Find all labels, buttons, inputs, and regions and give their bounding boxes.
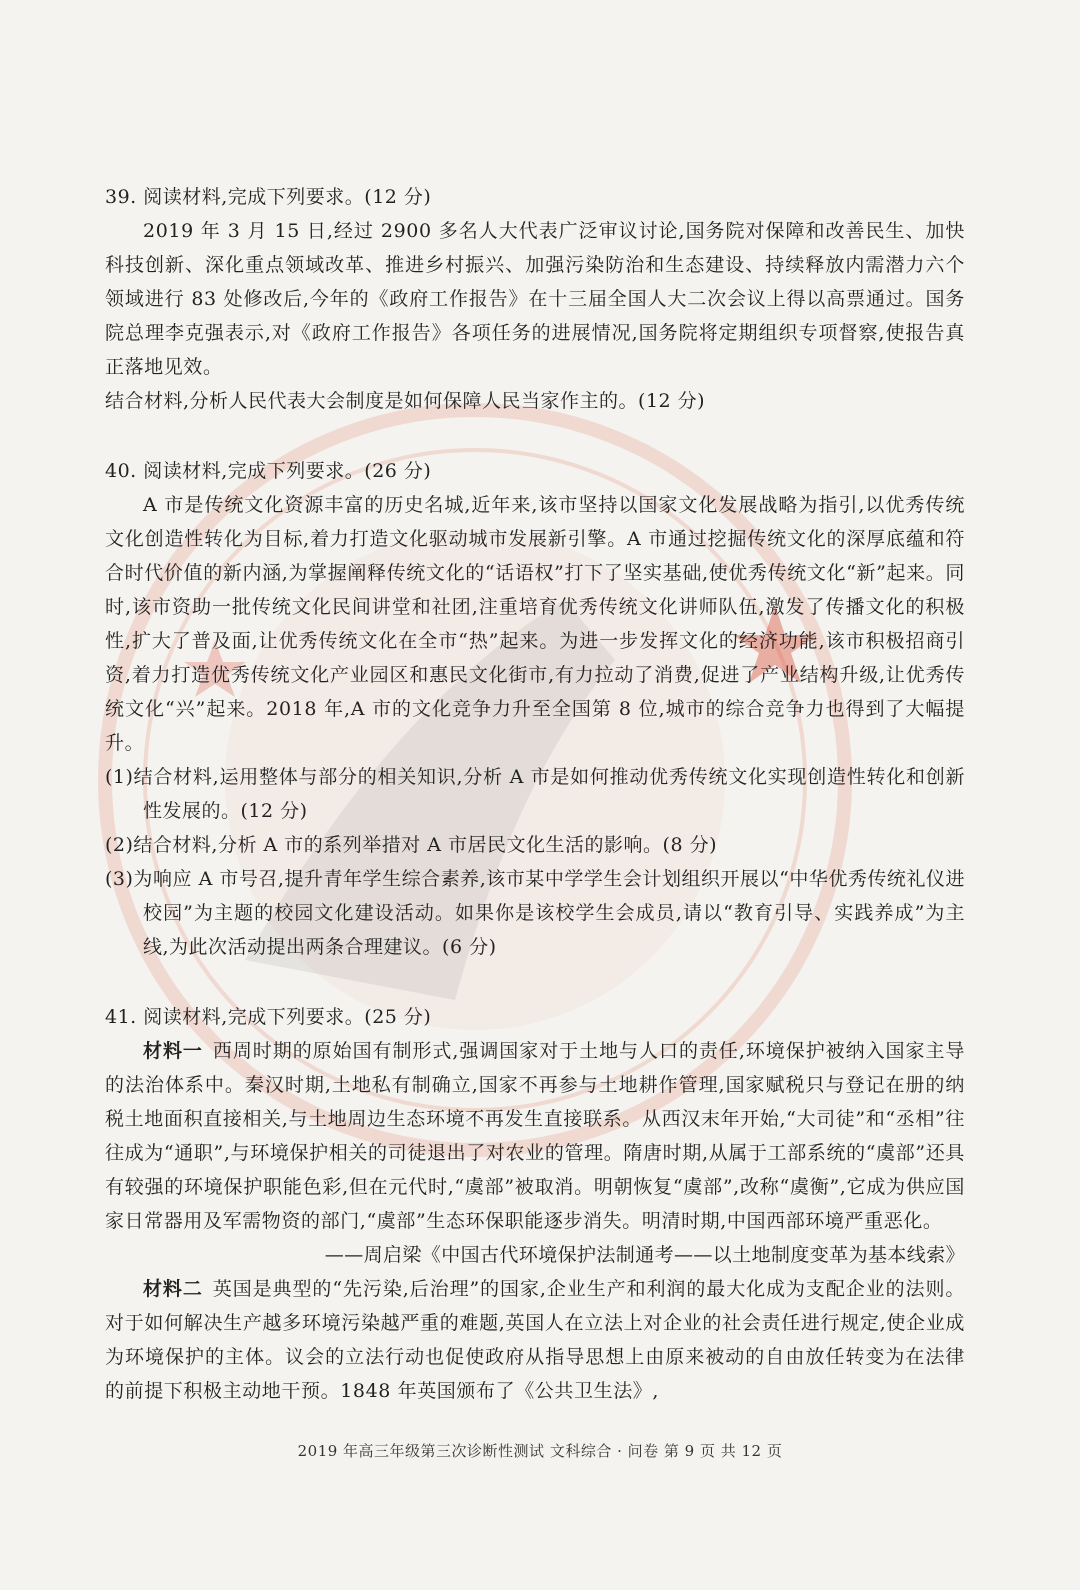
question-40-title: 40. 阅读材料,完成下列要求。(26 分)	[105, 460, 432, 482]
question-41-material-2	[105, 1272, 965, 1408]
question-40-material: A 市是传统文化资源丰富的历史名城,近年来,该市坚持以国家文化发展战略为指引,以优秀传统文化创造性转化为目标,着力打造文化驱动城市发展新引擎。A 市通过挖掘传统文化的深厚底蕴和符合时代价值的新内涵,为掌握阐释传统文化的“话语权”打下了坚实基础,使优秀传统文化“新”起来。同时,该市资助一批传统文化民间讲堂和社团,注重培育优秀传统文化讲师队伍,激发了传播文化的积极性,扩大了普及面,让优秀传统文化在全市“热”起来。为进一步发挥文化的经济功能,该市积极招商引资,着力打造优秀传统文化产业园区和惠民文化街市,有力拉动了消费,促进了产业结构升级,让优秀传统文化“兴”起来。2018 年,A 市的文化竞争力升至全国第 8 位,城市的综合竞争力也得到了大幅提升。	[105, 494, 965, 754]
question-40-task-1: (1)结合材料,运用整体与部分的相关知识,分析 A 市是如何推动优秀传统文化实现创造性转化和创新性发展的。(12 分)	[105, 766, 965, 822]
material-1-label: 材料一	[143, 1040, 203, 1062]
question-39	[105, 180, 965, 418]
question-41-title: 41. 阅读材料,完成下列要求。(25 分)	[105, 1006, 432, 1028]
question-40-task-3: (3)为响应 A 市号召,提升青年学生综合素养,该市某中学学生会计划组织开展以“中华优秀传统礼仪进校园”为主题的校园文化建设活动。如果你是该校学生会成员,请以“教育引导、实践养成”为主线,为此次活动提出两条合理建议。(6 分)	[105, 868, 965, 958]
question-39-task: 结合材料,分析人民代表大会制度是如何保障人民当家作主的。(12 分)	[105, 390, 706, 412]
question-40	[105, 454, 965, 964]
question-41	[105, 1000, 965, 1408]
material-1-source: ——周启梁《中国古代环境保护法制通考——以土地制度变革为基本线索》	[324, 1244, 965, 1266]
question-41-material-1	[105, 1034, 965, 1238]
material-2-label: 材料二	[143, 1278, 203, 1300]
material-2-text: 英国是典型的“先污染,后治理”的国家,企业生产和利润的最大化成为支配企业的法则。对于如何解决生产越多环境污染越严重的难题,英国人在立法上对企业的社会责任进行规定,使企业成为环境保护的主体。议会的立法行动也促使政府从指导思想上由原来被动的自由放任转变为在法律的前提下积极主动地干预。1848 年英国颁布了《公共卫生法》,	[105, 1278, 965, 1402]
exam-content	[105, 180, 965, 1438]
question-40-task-2: (2)结合材料,分析 A 市的系列举措对 A 市居民文化生活的影响。(8 分)	[105, 834, 718, 856]
question-39-material: 2019 年 3 月 15 日,经过 2900 多名人大代表广泛审议讨论,国务院对保障和改善民生、加快科技创新、深化重点领域改革、推进乡村振兴、加强污染防治和生态建设、持续释放内需潜力六个领域进行 83 处修改后,今年的《政府工作报告》在十三届全国人大二次会议上得以高票通过。国务院总理李克强表示,对《政府工作报告》各项任务的进展情况,国务院将定期组织专项督察,使报告真正落地见效。	[105, 220, 965, 378]
material-1-text: 西周时期的原始国有制形式,强调国家对于土地与人口的责任,环境保护被纳入国家主导的法治体系中。秦汉时期,土地私有制确立,国家不再参与土地耕作管理,国家赋税只与登记在册的纳税土地面积直接相关,与土地周边生态环境不再发生直接联系。从西汉末年开始,“大司徒”和“丞相”往往成为“通职”,与环境保护相关的司徒退出了对农业的管理。隋唐时期,从属于工部系统的“虞部”还具有较强的环境保护职能色彩,但在元代时,“虞部”被取消。明朝恢复“虞部”,改称“虞衡”,它成为供应国家日常器用及军需物资的部门,“虞部”生态环保职能逐步消失。明清时期,中国西部环境严重恶化。	[105, 1040, 965, 1232]
question-39-title: 39. 阅读材料,完成下列要求。(12 分)	[105, 186, 432, 208]
page-footer: 2019 年高三年级第三次诊断性测试 文科综合 · 问卷 第 9 页 共 12 页	[297, 1442, 783, 1460]
